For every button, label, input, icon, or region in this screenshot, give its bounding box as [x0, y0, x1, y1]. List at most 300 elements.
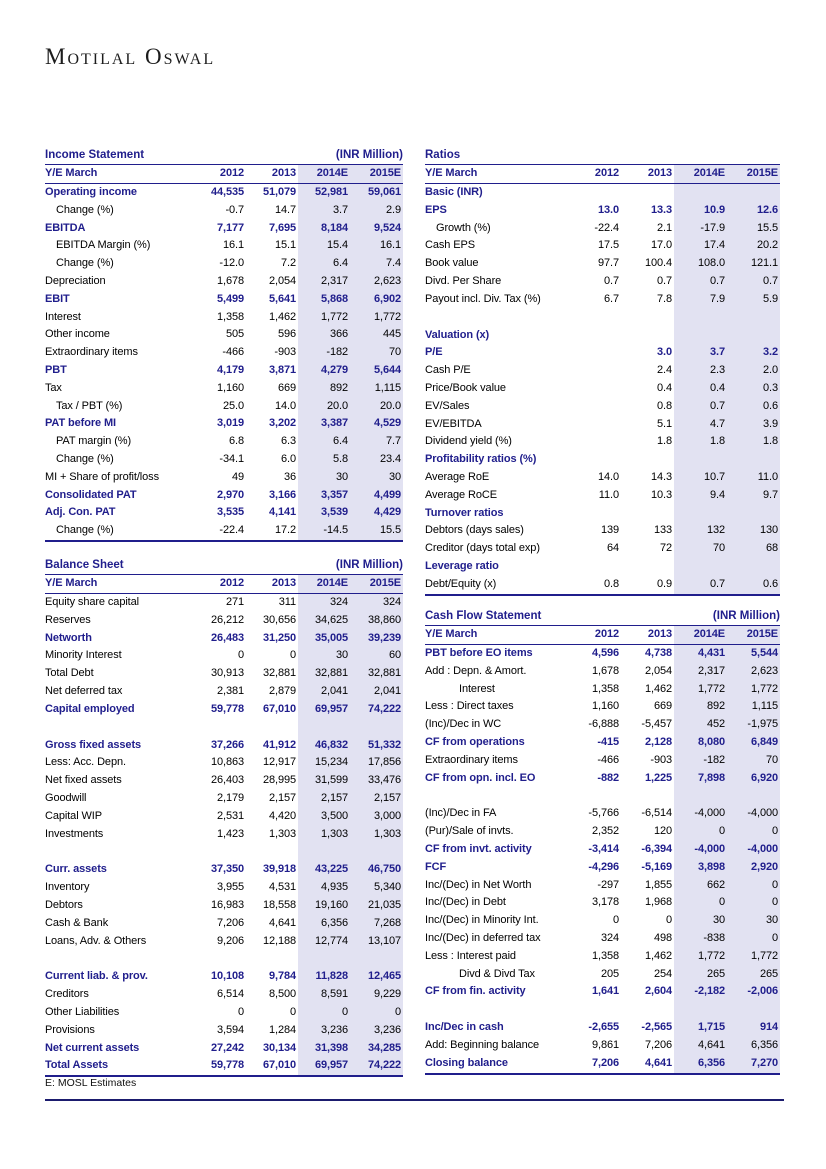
row-label: Net current assets [45, 1041, 140, 1054]
cell-value: 32,881 [350, 665, 403, 683]
year-column-header: 2014E [298, 165, 350, 184]
cell-value: 30 [350, 469, 403, 487]
row-label: Tax / PBT (%) [56, 399, 123, 412]
cell-value: 0.3 [727, 380, 780, 398]
row-label: Less: Acc. Depn. [45, 756, 126, 769]
cell-value [727, 309, 780, 327]
cell-value: 15.5 [727, 220, 780, 238]
spacer-row [425, 309, 780, 327]
table-row [45, 220, 403, 238]
row-label: Add: Beginning balance [425, 1038, 540, 1051]
cell-value: 8,080 [674, 734, 727, 752]
cell-value: 43,225 [298, 861, 350, 879]
table-row [45, 362, 403, 380]
cell-value [621, 1001, 674, 1019]
financial-table [45, 165, 403, 542]
row-label: Creditors [45, 988, 89, 1001]
row-label [425, 309, 568, 327]
cell-value: 8,184 [298, 220, 350, 238]
row-label: Depreciation [45, 274, 106, 287]
cell-value: 1,115 [350, 380, 403, 398]
cell-value: 44,535 [210, 186, 244, 198]
row-label: Tax [45, 381, 62, 394]
cell-value: 1,462 [644, 682, 672, 695]
row-label: Basic (INR) [425, 186, 483, 198]
table-row [45, 433, 403, 451]
cell-value: 5.8 [298, 451, 350, 469]
row-label: Networth [45, 631, 92, 644]
table-row [425, 487, 780, 505]
cell-value: 6,514 [216, 988, 244, 1001]
year-column-header: 2013 [246, 165, 298, 184]
table-row [45, 1040, 403, 1058]
cell-value: 7,898 [674, 770, 727, 788]
year-column-header: 2012 [194, 165, 246, 184]
table-row [425, 398, 780, 416]
ratios-title-row [425, 148, 780, 165]
cell-value [621, 327, 674, 345]
row-label: PBT before EO items [425, 647, 533, 659]
row-label: (Inc)/Dec in WC [425, 718, 502, 731]
cell-value: 74,222 [350, 701, 403, 719]
cell-value [568, 184, 621, 202]
cell-value [350, 719, 403, 737]
row-label: Debtors [45, 898, 83, 911]
cell-value: 1,115 [727, 698, 780, 716]
cell-value: 20.2 [727, 237, 780, 255]
cell-value: -4,296 [588, 860, 619, 873]
table-header-row [45, 165, 403, 184]
cell-value: 1.8 [674, 433, 727, 451]
cell-value: 3.2 [727, 344, 780, 362]
cell-value: 2,623 [350, 273, 403, 291]
row-label: Operating income [45, 186, 137, 198]
cell-value: 6.3 [281, 435, 296, 448]
row-label: Consolidated PAT [45, 488, 137, 501]
cell-value: 0.7 [674, 576, 727, 595]
table-row [425, 1055, 780, 1074]
cell-value: 51,079 [262, 186, 296, 198]
row-label: Add : Depn. & Amort. [425, 664, 527, 677]
row-label: Book value [425, 257, 479, 270]
cell-value: -6,514 [641, 807, 672, 820]
cell-value: 205 [600, 967, 619, 980]
cell-value: 2.9 [350, 202, 403, 220]
cell-value: 2,157 [298, 790, 350, 808]
cell-value: 12,188 [262, 934, 296, 947]
cell-value: 1,303 [350, 826, 403, 844]
cell-value [727, 787, 780, 805]
row-label [45, 950, 194, 968]
cell-value: 4,641 [268, 916, 296, 929]
table-row [45, 737, 403, 755]
cell-value: -182 [674, 752, 727, 770]
cell-value: 4.7 [674, 416, 727, 434]
table-row [45, 612, 403, 630]
table-row [45, 665, 403, 683]
row-label: Capital WIP [45, 809, 102, 822]
cash-flow-title-row [425, 609, 780, 626]
cell-value: 2,920 [727, 859, 780, 877]
cell-value: 5.9 [727, 291, 780, 309]
row-label: MI + Share of profit/loss [45, 470, 159, 483]
table-row [425, 1019, 780, 1037]
cell-value [674, 327, 727, 345]
cell-value: 669 [653, 700, 672, 713]
table-row [425, 362, 780, 380]
cell-value: 59,778 [210, 1059, 244, 1072]
cell-value: 2,352 [591, 825, 619, 838]
cell-value: 11,828 [298, 968, 350, 986]
cell-value: 0.8 [657, 399, 672, 412]
cell-value: 13,107 [350, 933, 403, 951]
cell-value: 3.7 [674, 344, 727, 362]
cell-value: -903 [650, 753, 672, 766]
cell-value: 2.3 [674, 362, 727, 380]
cell-value [194, 719, 246, 737]
cell-value: 0 [674, 894, 727, 912]
cell-value: 0.4 [674, 380, 727, 398]
cell-value: 254 [653, 967, 672, 980]
cell-value: 74,222 [350, 1057, 403, 1076]
cell-value: 1,303 [268, 827, 296, 840]
cell-value: 5,499 [216, 292, 244, 305]
row-label: Debt/Equity (x) [425, 577, 497, 590]
table-row [425, 558, 780, 576]
cell-value: -1,975 [727, 716, 780, 734]
cell-value: -2,565 [641, 1021, 672, 1034]
row-label: (Pur)/Sale of invts. [425, 825, 514, 838]
row-label: Gross fixed assets [45, 738, 142, 751]
cell-value [727, 451, 780, 469]
cell-value: 59,061 [350, 184, 403, 202]
cell-value: 0.7 [674, 398, 727, 416]
cell-value: 6,356 [674, 1055, 727, 1074]
ratios-section [425, 148, 780, 596]
cell-value: 0 [674, 823, 727, 841]
row-label [425, 1001, 568, 1019]
cell-value: -5,766 [588, 807, 619, 820]
cell-value: -2,655 [588, 1021, 619, 1034]
cell-value: 2,157 [350, 790, 403, 808]
cell-value: 1,462 [268, 310, 296, 323]
row-label: Payout incl. Div. Tax (%) [425, 292, 541, 305]
cell-value: 1,358 [591, 682, 619, 695]
cell-value: 27,242 [210, 1041, 244, 1054]
table-row [45, 326, 403, 344]
cell-value: 6.7 [604, 292, 619, 305]
cell-value: 1,715 [674, 1019, 727, 1037]
table-title: Ratios [425, 149, 461, 161]
table-row [425, 433, 780, 451]
cell-value: 31,250 [262, 631, 296, 644]
cell-value: 97.7 [597, 257, 619, 270]
cell-value [568, 362, 621, 380]
cell-value: -0.7 [225, 203, 244, 216]
cell-value [621, 451, 674, 469]
cell-value: 1,772 [727, 948, 780, 966]
row-label: EPS [425, 203, 447, 216]
cell-value: 21,035 [350, 897, 403, 915]
cell-value: 133 [653, 524, 672, 537]
cell-value: 3,535 [216, 506, 244, 519]
cell-value: 324 [600, 931, 619, 944]
table-row [425, 966, 780, 984]
cell-value: 5,868 [298, 291, 350, 309]
cash-flow-table [425, 626, 780, 1075]
cell-value [568, 327, 621, 345]
table-row [425, 273, 780, 291]
table-row [45, 237, 403, 255]
cell-value: 20.0 [298, 398, 350, 416]
table-row [425, 894, 780, 912]
cell-value [568, 558, 621, 576]
cell-value: 34,285 [350, 1040, 403, 1058]
table-row [425, 202, 780, 220]
cell-value: 1,284 [268, 1023, 296, 1036]
cell-value: 31,398 [298, 1040, 350, 1058]
year-column-header: 2013 [621, 165, 674, 184]
year-column-header: 2015E [727, 165, 780, 184]
table-row [425, 681, 780, 699]
cell-value: 2,381 [216, 684, 244, 697]
cell-value: 0.8 [604, 577, 619, 590]
table-row [45, 790, 403, 808]
cell-value: 2,128 [644, 735, 672, 748]
cell-value: 11.0 [727, 469, 780, 487]
cell-value: 17.2 [274, 524, 296, 537]
cell-value: 10,863 [210, 756, 244, 769]
cell-value: 4,420 [268, 809, 296, 822]
cell-value: 14.7 [274, 203, 296, 216]
table-row [45, 701, 403, 719]
row-label [45, 843, 194, 861]
cell-value: 7,206 [644, 1038, 672, 1051]
cell-value: 3,019 [216, 417, 244, 430]
cell-value [727, 1001, 780, 1019]
row-label: Inc/(Dec) in Net Worth [425, 878, 532, 891]
cell-value: 2,604 [644, 985, 672, 998]
cell-value: 17.4 [674, 237, 727, 255]
cell-value: 311 [278, 596, 296, 608]
row-label: Divd. Per Share [425, 274, 502, 287]
cell-value: 3,357 [298, 487, 350, 505]
cell-value: 6.0 [281, 452, 296, 465]
row-label: Turnover ratios [425, 506, 504, 519]
table-row [45, 202, 403, 220]
cell-value: 35,005 [298, 630, 350, 648]
cell-value: 1,772 [350, 309, 403, 327]
table-unit-label: (INR Million) [335, 149, 403, 161]
cell-value: 2,054 [644, 664, 672, 677]
table-row [45, 986, 403, 1004]
cell-value: 7.4 [350, 255, 403, 273]
cell-value [727, 184, 780, 202]
spacer-row [45, 719, 403, 737]
cell-value: 0 [237, 1005, 244, 1018]
cell-value: 69,957 [298, 1057, 350, 1076]
row-label: Current liab. & prov. [45, 970, 148, 983]
cell-value: 1.8 [657, 435, 672, 448]
cell-value: 30,913 [210, 667, 244, 680]
cell-value: -34.1 [219, 452, 244, 465]
cell-value: 2,317 [298, 273, 350, 291]
year-axis-label: Y/E March [425, 165, 568, 184]
table-row [425, 770, 780, 788]
cell-value: 3,236 [298, 1022, 350, 1040]
cell-value: 2.4 [657, 364, 672, 377]
row-label [45, 719, 194, 737]
row-label: Inc/(Dec) in Minority Int. [425, 914, 539, 927]
cell-value: 3,955 [216, 881, 244, 894]
row-label: EBITDA [45, 221, 86, 234]
financial-table [425, 626, 780, 1075]
table-row [45, 630, 403, 648]
cell-value: 67,010 [262, 1059, 296, 1072]
cell-value: 69,957 [298, 701, 350, 719]
cell-value: 5.1 [657, 417, 672, 430]
table-row [425, 237, 780, 255]
cell-value: 26,212 [210, 613, 244, 626]
cell-value: 49 [231, 470, 244, 483]
cell-value: 0 [727, 930, 780, 948]
cell-value: 5,544 [727, 645, 780, 663]
row-label: Inc/Dec in cash [425, 1021, 504, 1034]
row-label: P/E [425, 346, 443, 359]
cell-value: 15,234 [298, 754, 350, 772]
cell-value: 7,206 [216, 916, 244, 929]
cell-value: 26,403 [210, 774, 244, 787]
cell-value: 7,177 [216, 221, 244, 234]
cell-value [621, 787, 674, 805]
row-label: CF from operations [425, 735, 525, 748]
cell-value: 9.4 [674, 487, 727, 505]
row-label: CF from invt. activity [425, 842, 532, 855]
table-row [45, 184, 403, 202]
cell-value: 3,898 [674, 859, 727, 877]
cell-value: 3,539 [298, 504, 350, 522]
cell-value: 0.6 [727, 576, 780, 595]
row-label: EV/Sales [425, 399, 470, 412]
cell-value: 2,041 [350, 683, 403, 701]
cell-value: 9,861 [591, 1038, 619, 1051]
row-label: EBIT [45, 292, 70, 305]
cell-value: 4,935 [298, 879, 350, 897]
cell-value [568, 433, 621, 451]
cell-value: 265 [727, 966, 780, 984]
row-label: Change (%) [56, 203, 114, 216]
cell-value [568, 787, 621, 805]
cell-value: 7,206 [591, 1056, 619, 1069]
table-row [425, 469, 780, 487]
cell-value: 36 [283, 470, 296, 483]
cell-value: -17.9 [674, 220, 727, 238]
row-label: Average RoE [425, 470, 490, 483]
cell-value: 23.4 [350, 451, 403, 469]
cell-value: -2,182 [674, 983, 727, 1001]
cell-value: 51,332 [350, 737, 403, 755]
cell-value: 14.3 [650, 470, 672, 483]
cell-value: 1.8 [727, 433, 780, 451]
cell-value: -4,000 [674, 841, 727, 859]
year-column-header: 2014E [674, 165, 727, 184]
cell-value: 1,772 [674, 948, 727, 966]
cell-value: 46,750 [350, 861, 403, 879]
cell-value: -838 [674, 930, 727, 948]
cell-value: 0 [289, 649, 296, 662]
cell-value: 1,678 [216, 274, 244, 287]
table-row [425, 663, 780, 681]
table-header-row [425, 626, 780, 645]
cell-value: 662 [674, 877, 727, 895]
cell-value: 59,778 [210, 702, 244, 715]
balance-sheet-section [45, 558, 403, 1077]
year-column-header: 2015E [350, 165, 403, 184]
cell-value: 892 [674, 698, 727, 716]
cell-value: 7,268 [350, 915, 403, 933]
table-row [45, 879, 403, 897]
cell-value: 70 [727, 752, 780, 770]
table-row [425, 522, 780, 540]
cell-value: 7.8 [657, 292, 672, 305]
row-label: Valuation (x) [425, 328, 490, 341]
row-label: FCF [425, 860, 447, 873]
cell-value: 0 [727, 823, 780, 841]
row-label: (Inc)/Dec in FA [425, 807, 497, 820]
cell-value: -14.5 [298, 522, 350, 541]
cell-value: 25.0 [222, 399, 244, 412]
cell-value: 12,774 [298, 933, 350, 951]
table-row [45, 683, 403, 701]
table-row [45, 772, 403, 790]
balance-sheet-table [45, 575, 403, 1077]
row-label: Interest [45, 310, 81, 323]
cell-value: 3,000 [350, 808, 403, 826]
table-row [425, 344, 780, 362]
cell-value: 3,387 [298, 415, 350, 433]
row-label: EV/EBITDA [425, 417, 482, 430]
cell-value: 324 [350, 594, 403, 612]
row-label [425, 787, 568, 805]
cell-value: 67,010 [262, 702, 296, 715]
cell-value: 1,358 [216, 310, 244, 323]
cell-value: -12.0 [219, 257, 244, 270]
cell-value: -882 [597, 771, 619, 784]
row-label: Less : Interest paid [425, 949, 516, 962]
table-row [425, 576, 780, 595]
cell-value: 366 [298, 326, 350, 344]
table-title: Balance Sheet [45, 559, 124, 571]
year-column-header: 2013 [246, 575, 298, 594]
motilal-oswal-logo: Motilal Oswal [45, 44, 216, 69]
spacer-row [45, 950, 403, 968]
cell-value: 14.0 [274, 399, 296, 412]
row-label: Extraordinary items [45, 346, 138, 359]
cell-value [568, 451, 621, 469]
table-row [45, 398, 403, 416]
cell-value: -4,000 [674, 805, 727, 823]
table-row [425, 291, 780, 309]
row-label: Divd & Divd Tax [459, 967, 535, 980]
cell-value: 1,160 [591, 700, 619, 713]
table-row [425, 255, 780, 273]
cell-value: 32,881 [262, 667, 296, 680]
cell-value: 6.4 [298, 255, 350, 273]
cell-value: 3.7 [298, 202, 350, 220]
table-row [425, 948, 780, 966]
cell-value: 265 [674, 966, 727, 984]
cell-value: 2,054 [268, 274, 296, 287]
